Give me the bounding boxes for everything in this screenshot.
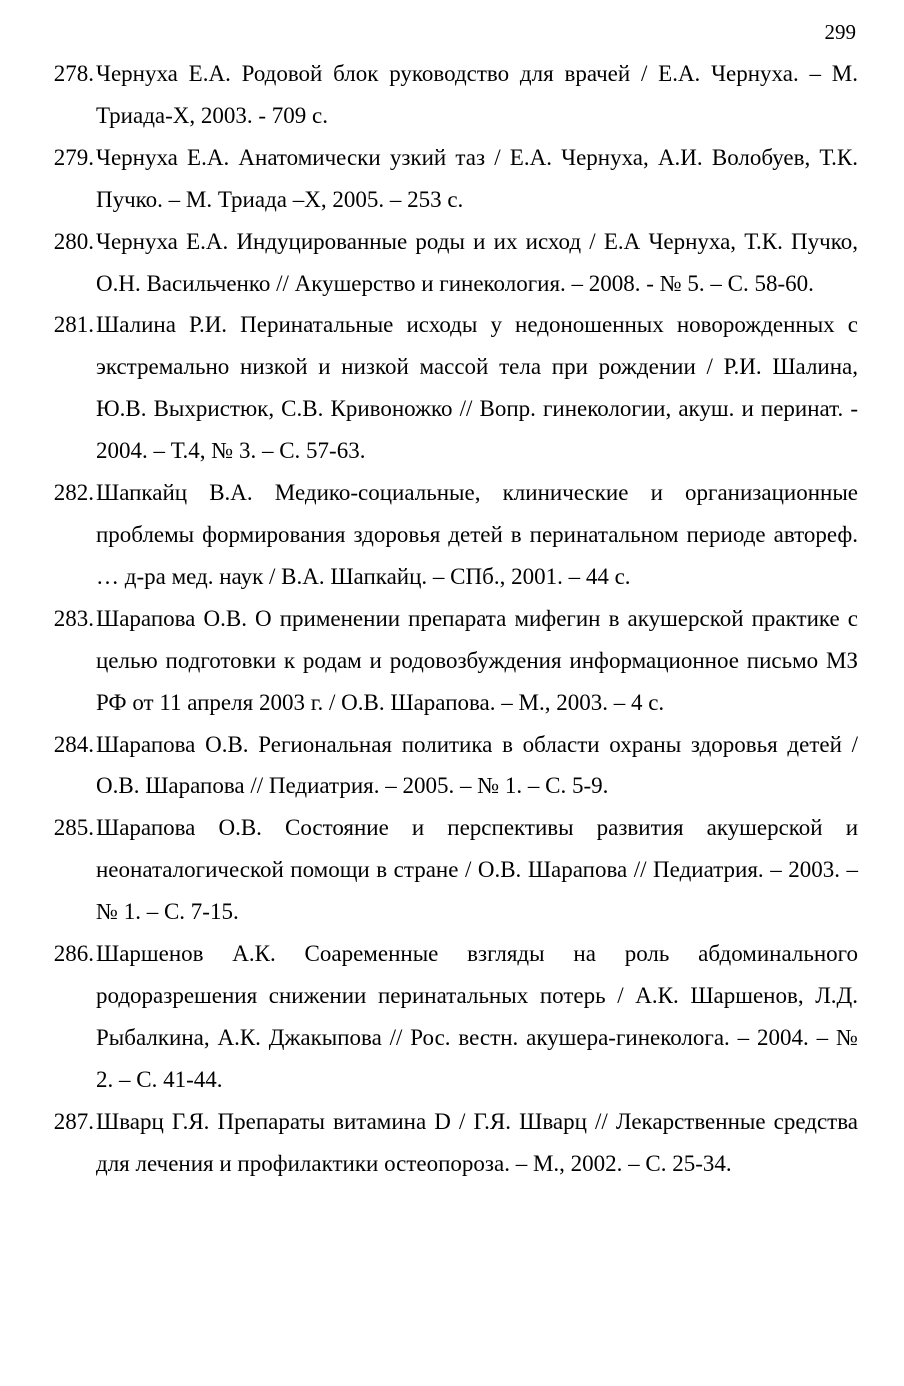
reference-number: 284. [53,731,94,757]
reference-text: Чернуха Е.А. Индуцированные роды и их исход / Е.А Чернуха, Т.К. Пучко, О.Н. Васильченко // Акушерство и гинекология. – 2008. - № 5. – С. 58-60. [96,228,858,296]
reference-item [40,1101,858,1185]
page-number: 299 [824,20,856,44]
reference-number: 283. [53,605,94,631]
reference-text: Шалина Р.И. Перинатальные исходы у недоношенных новорожденных с экстремально низкой и низкой массой тела при рождении / Р.И. Шалина, Ю.В. Выхристюк, С.В. Кривоножко // Вопр. гинекологии, акуш. и перинат. - 2004. – Т.4, № 3. – С. 57-63. [96,312,858,464]
reference-number: 279. [53,144,94,170]
reference-number: 282. [53,480,94,506]
reference-number: 278. [53,61,94,86]
reference-text: Шварц Г.Я. Препараты витамина D / Г.Я. Шварц // Лекарственные средства для лечения и профилактики остеопороза. – М., 2002. – С. 25-34. [96,1108,858,1176]
reference-text: Шарапова О.В. Состояние и перспективы развития акушерской и неонаталогической помощи в стране / О.В. Шарапова // Педиатрия. – 2003. – № 1. – С. 7-15. [96,815,858,925]
reference-item [40,933,858,1101]
reference-text: Шарапова О.В. О применении препарата мифегин в акушерской практике с целью подготовки к родам и родовозбуждения информационное письмо МЗ РФ от 11 апреля 2003 г. / О.В. Шарапова. – М., 2003. – 4 с. [96,605,858,715]
reference-number: 287. [53,1108,94,1134]
reference-number: 285. [53,815,94,841]
reference-list [40,53,858,1184]
reference-item [40,221,858,305]
reference-number: 280. [53,228,94,254]
reference-text: Чернуха Е.А. Анатомически узкий таз / Е.А. Чернуха, А.И. Волобуев, Т.К. Пучко. – М. Триада –Х, 2005. – 253 с. [96,144,858,212]
reference-text: Шарапова О.В. Региональная политика в области охраны здоровья детей / О.В. Шарапова // Педиатрия. – 2005. – № 1. – С. 5-9. [96,731,858,799]
reference-text: Шапкайц В.А. Медико-социальные, клинические и организационные проблемы формирования здоровья детей в перинатальном периоде автореф. … д-ра мед. наук / В.А. Шапкайц. – СПб., 2001. – 44 с. [96,480,858,589]
reference-item [40,137,858,221]
reference-item [40,304,858,472]
reference-item [40,472,858,598]
reference-item [40,598,858,724]
reference-item [40,807,858,933]
reference-item [40,724,858,808]
reference-number: 286. [53,941,94,967]
reference-item [40,53,858,137]
reference-text: Шаршенов А.К. Соаременные взгляды на роль абдоминального родоразрешения снижении перинатальных потерь / А.К. Шаршенов, Л.Д. Рыбалкина, А.К. Джакыпова // Рос. вестн. акушера-гинеколога. – 2004. – № 2. – С. 41-44. [96,941,858,1092]
reference-number: 281. [53,312,94,338]
reference-text: Чернуха Е.А. Родовой блок руководство для врачей / Е.А. Чернуха. – М. Триада-Х, 2003. - 709 с. [96,61,858,128]
